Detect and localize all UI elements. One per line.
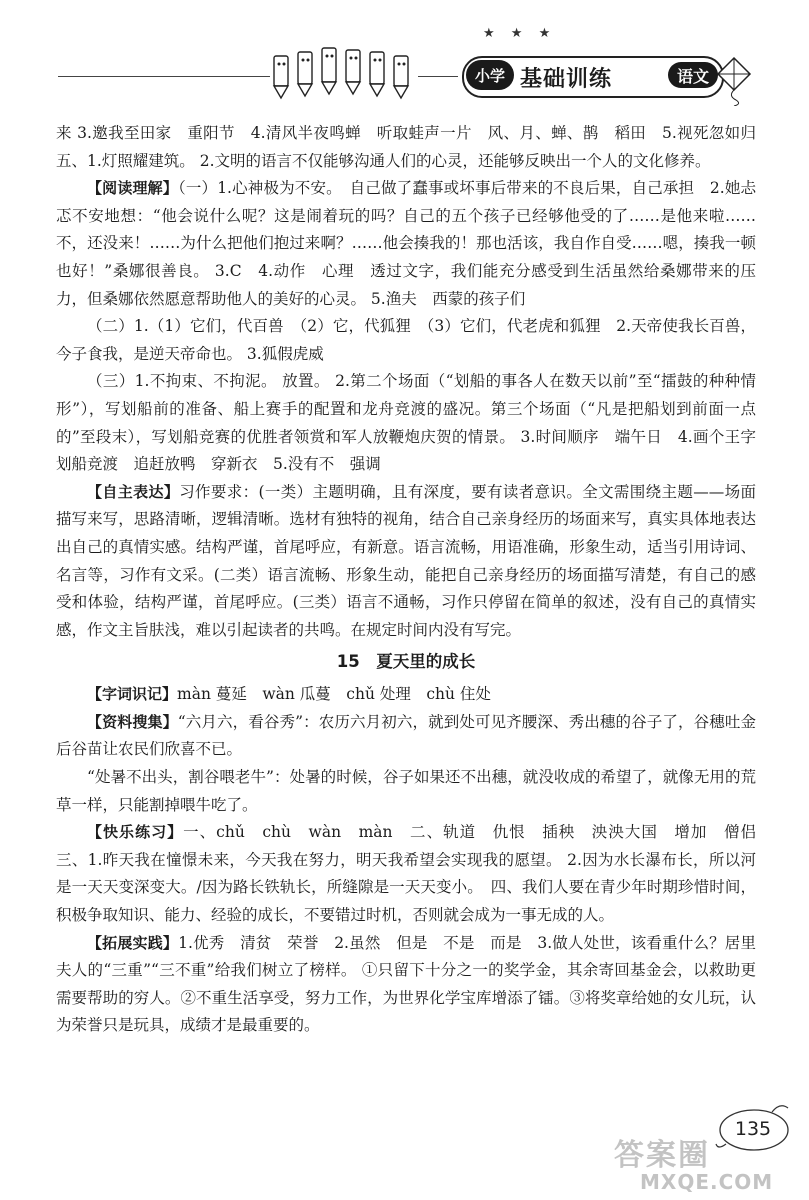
kite-icon [716,56,752,106]
watermark-url: MXQE.COM [640,1170,774,1194]
reading-part-2: （二）1.（1）它们，代百兽 （2）它，代狐狸 （3）它们，代老虎和狐狸 2.天帝使我长百兽，今子食我，是逆天帝命也。 3.狐假虎威 [56,317,756,363]
header-rule-left [58,76,270,77]
reading-part-1 [56,175,756,313]
practice-block [56,819,772,929]
vocab-tag: 【字词识记】 [87,685,178,704]
watermark-logo [610,1130,800,1194]
practice-tag: 【快乐练习】 [87,823,184,842]
extension-tag: 【拓展实践】 [87,933,179,952]
answer-content [56,120,772,1040]
pencil-mascots-icon [268,42,418,102]
grade-level-badge: 小学 [466,60,514,90]
reading-tag: 【阅读理解】 [87,179,178,198]
reading-part-3: （三）1.不拘束、不拘泥。 放置。 2.第二个场面（“划船的事各人在数天以前”至“擂鼓的种种情形”），写划船前的准备、船上赛手的配置和龙舟竞渡的盛况。第三个场面（“凡是把船划到前面一点的”至段末），写划船竞赛的优胜者领赏和军人放鞭炮庆贺的情景。 3.时间顺序 端午日 4.画个王字 划船竞渡 追赶放鸭 穿新衣 5.没有不 强调 [56,372,772,474]
continued-answers: 来 3.邀我至田家 重阳节 4.清风半夜鸣蝉 听取蛙声一片 风、月、蝉、鹊 稻田 5.视死忽如归 五、1.灯照耀建筑。 2.文明的语言不仅能够沟通人们的心灵，还能够反映出一个人的文化修养。 [56,124,772,170]
expression-tag: 【自主表达】 [87,482,180,501]
book-title: 基础训练 [520,67,613,92]
page-number: 135 [734,1118,772,1140]
section-number: 15 [336,652,360,672]
vocab-block [56,681,756,709]
section-title: 夏天里的成长 [376,652,476,672]
research-tag: 【资料搜集】 [87,712,178,731]
practice-text: 一、chǔ chù wàn màn 二、轨道 仇恨 插秧 泱泱大国 增加 僧侣 三、1.昨天我在憧憬未来，今天我在努力，明天我希望会实现我的愿望。 2.因为水长瀑布长，所以河是一天天变深变大。/因为路长铁轨长，所缝隙是一天天变小。 四、我们人要在青少年时期珍惜时间，积极争取知识、能力、经验的成长，不要错过时机，否则就会成为一事无成的人。 [56,823,772,925]
research-text-2: “处暑不出头，割谷喂老牛”：处暑的时候，谷子如果还不出穗，就没收成的希望了，就像无用的荒草一样，只能割掉喂牛吃了。 [56,768,756,814]
extension-block [56,930,756,1040]
research-block [56,709,756,764]
expression-block [56,479,756,645]
stars-icon: ★ ★ ★ [483,26,557,41]
expression-text: 习作要求：(一类）主题明确，且有深度，要有读者意识。全文需围绕主题——场面描写来写，思路清晰，逻辑清晰。选材有独特的视角，结合自己亲身经历的场面来写，真实具体地表达出自己的真情实感。结构严谨，首尾呼应，有新意。语言流畅，用语准确，形象生动，适当引用诗词、名言等，习作有文采。(二类）语言流畅、形象生动，能把自己亲身经历的场面描写清楚，有自己的感受和体验，结构严谨，首尾呼应。(三类）语言不通畅，习作只停留在简单的叙述，没有自己的真情实感，作文主旨肤浅，难以引起读者的共鸣。在规定时间内没有写完。 [56,482,756,639]
subject-badge: 语文 [668,62,718,88]
reading-part-1-text: （一）1.心神极为不安。 自己做了蠢事或坏事后带来的不良后果，自己承担 2.她忐忑不安地想：“他会说什么呢？这是闹着玩的吗？自己的五个孩子已经够他受的了……是他来啦……不，还没来！……为什么把他们抱过来啊？……他会揍我的！那也活该，我自作自受……嗯，揍我一顿也好！”桑娜很善良。 3.C 4.动作 心理 透过文字，我们能充分感受到生活虽然给桑娜带来的压力，但桑娜依然愿意帮助他人的美好的心灵。 5.渔夫 西蒙的孩子们 [56,179,756,308]
section-heading [56,645,756,679]
research-text-1: “六月六，看谷秀”：农历六月初六，就到处可见齐腰深、秀出穗的谷子了，谷穗吐金后谷苗让农民们欣喜不已。 [56,712,756,759]
header-rule-middle [418,76,458,77]
extension-text: 1.优秀 清贫 荣誉 2.虽然 但是 不是 而是 3.做人处世，该看重什么？居里夫人的“三重”“三不重”给我们树立了榜样。 ①只留下十分之一的奖学金，其余寄回基金会，以救助更需要帮助的穷人。②不重生活享受，努力工作，为世界化学宝库增添了镭。③将奖章给她的女儿玩，认为荣誉只是玩具，成绩才是最重要的。 [56,933,756,1035]
vocab-text: màn 蔓延 wàn 瓜蔓 chǔ 处理 chù 住处 [177,685,491,704]
page-header [0,0,809,120]
book-title-banner [462,56,724,98]
watermark-text: 答案圈 [614,1138,710,1173]
